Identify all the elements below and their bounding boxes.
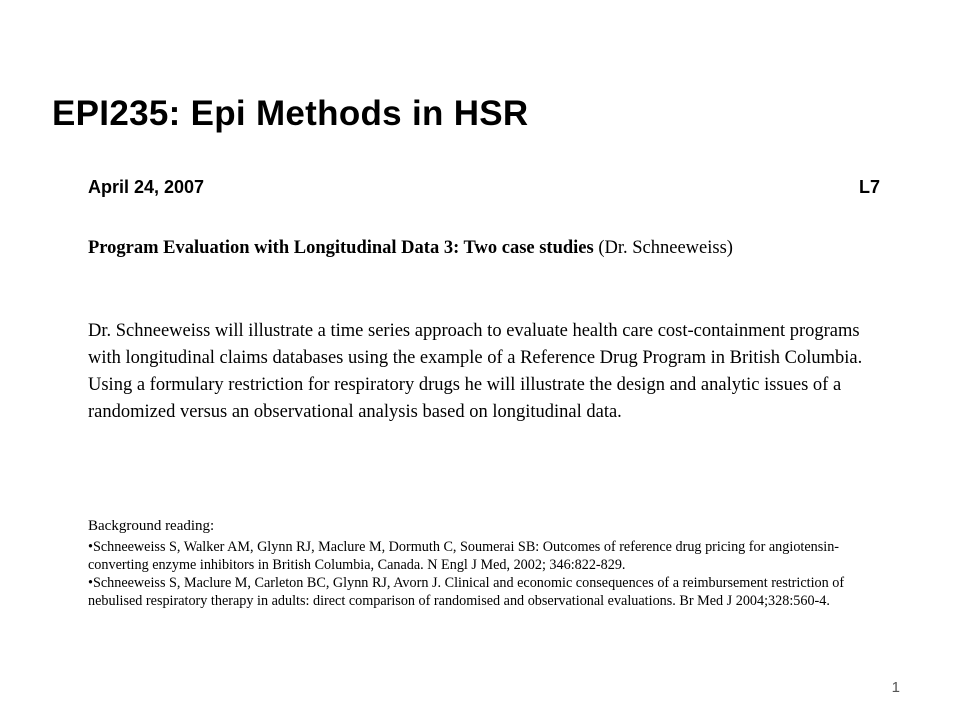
date-row (88, 175, 880, 199)
program-title (88, 234, 848, 262)
lecture-date: April 24, 2007 (88, 177, 205, 197)
slide-title: EPI235: Epi Methods in HSR (52, 94, 529, 133)
lecture-number: L7 (858, 177, 880, 197)
reference-item-1: •Schneeweiss S, Walker AM, Glynn RJ, Maclure M, Dormuth C, Soumerai SB: Outcomes of reference drug pricing for angiotensin-converting enzyme inhibitors in British Columbia, Canada. N Engl J Med, 2002; 346:822-829. (88, 539, 840, 573)
lecture-description (88, 318, 878, 426)
program-speaker: (Dr. Schneeweiss) (593, 238, 733, 258)
description-paragraph-1: Dr. Schneeweiss will illustrate a time series approach to evaluate health care cost-containment programs with longitudinal claims databases using the example of a Reference Drug Program in British Columbia. (88, 321, 863, 368)
program-title-bold: Program Evaluation with Longitudinal Data 3: Two case studies (88, 238, 594, 258)
reference-item-2: •Schneeweiss S, Maclure M, Carleton BC, Glynn RJ, Avorn J. Clinical and economic consequences of a reimbursement restriction of nebulised respiratory therapy in adults: direct comparison of randomised and observational evaluations. Br Med J 2004;328:560-4. (88, 575, 845, 609)
background-reading (88, 517, 888, 610)
background-reading-heading: Background reading: (88, 518, 215, 534)
description-paragraph-2: Using a formulary restriction for respiratory drugs he will illustrate the design and analytic issues of a randomized versus an observational analysis based on longitudinal data. (88, 375, 842, 422)
page-number: 1 (891, 679, 900, 696)
